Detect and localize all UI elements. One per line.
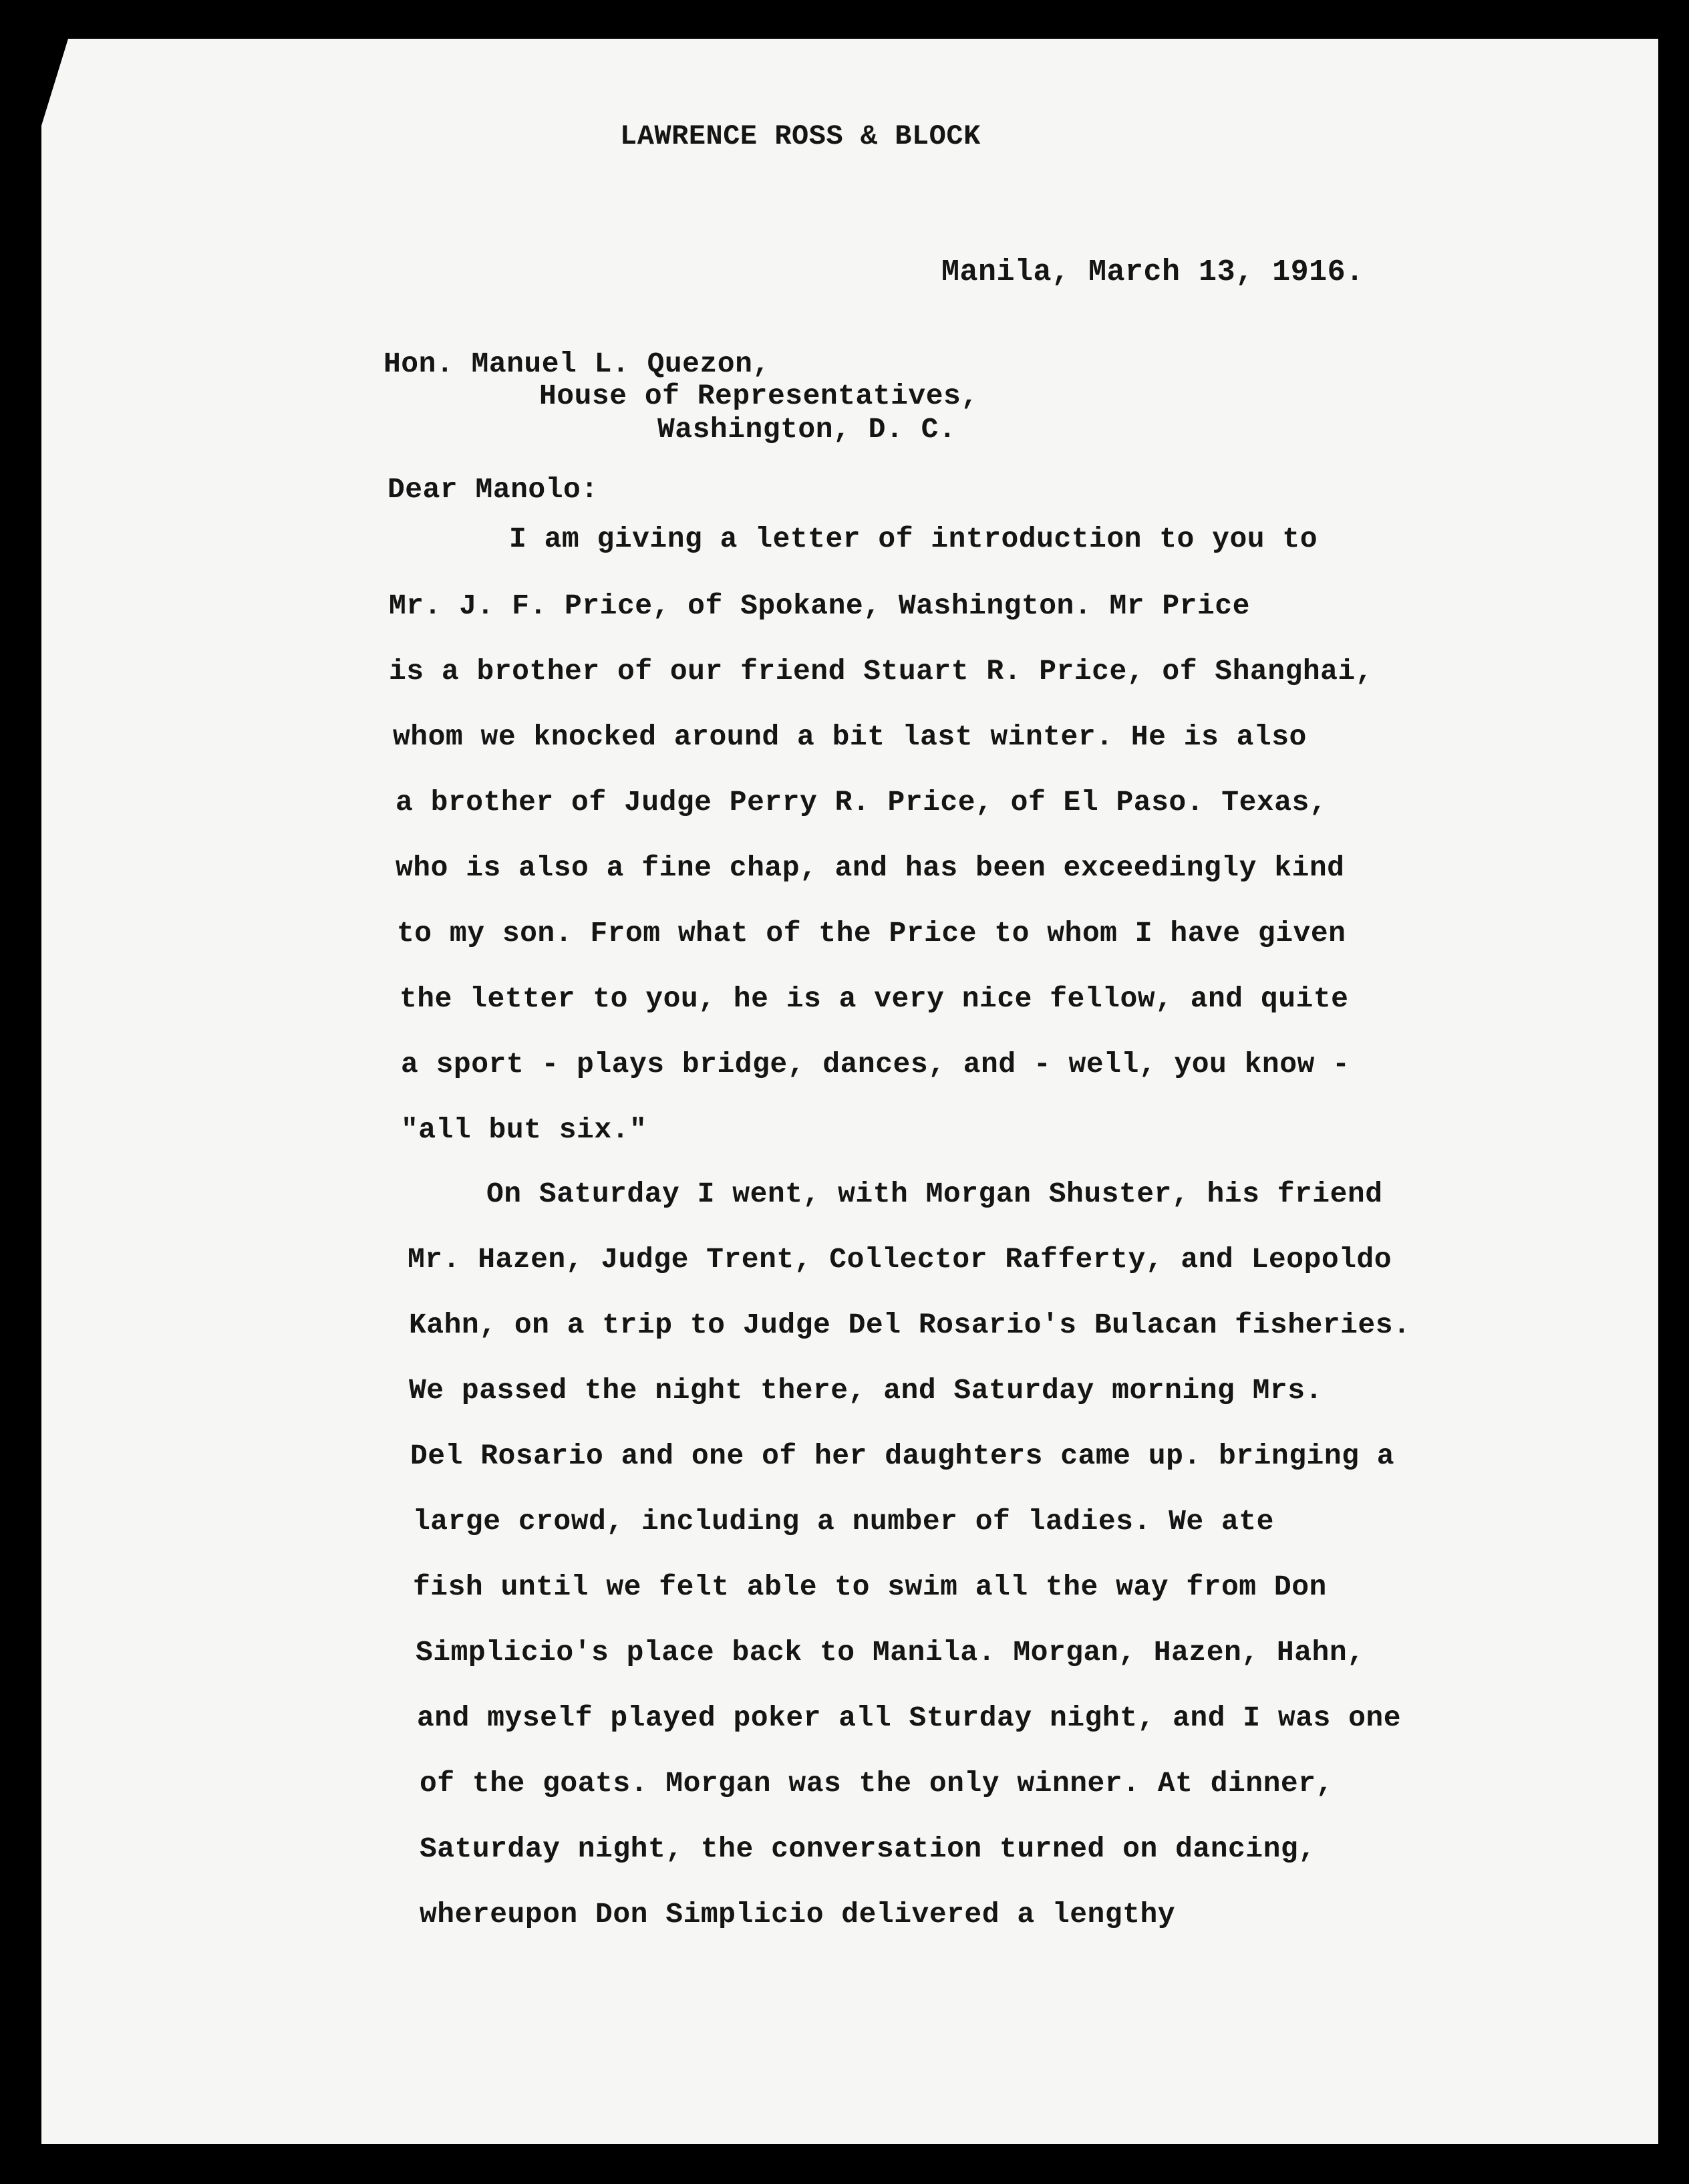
body-line: a brother of Judge Perry R. Price, of El Paso. Texas, <box>396 786 1328 819</box>
body-line: whom we knocked around a bit last winter. He is also <box>393 720 1307 753</box>
body-line: is a brother of our friend Stuart R. Price, of Shanghai, <box>389 655 1374 688</box>
body-line: a sport - plays bridge, dances, and - well, you know - <box>401 1048 1350 1081</box>
address-line: Washington, D. C. <box>657 413 957 446</box>
address-line: Hon. Manuel L. Quezon, <box>383 348 770 380</box>
body-line: "all but six." <box>401 1113 647 1146</box>
body-line: We passed the night there, and Saturday morning Mrs. <box>409 1374 1323 1407</box>
body-line: Mr. Hazen, Judge Trent, Collector Rafferty, and Leopoldo <box>408 1243 1392 1276</box>
body-line: to my son. From what of the Price to whom I have given <box>397 917 1346 950</box>
letterhead: LAWRENCE ROSS & BLOCK <box>620 120 981 152</box>
body-line: fish until we felt able to swim all the way from Don <box>413 1571 1327 1603</box>
body-line: Simplicio's place back to Manila. Morgan, Hazen, Hahn, <box>416 1636 1365 1669</box>
letter-page <box>41 39 1658 2144</box>
body-line: the letter to you, he is a very nice fellow, and quite <box>400 982 1349 1015</box>
address-line: House of Representatives, <box>539 380 979 412</box>
body-line: and myself played poker all Sturday night, and I was one <box>417 1701 1402 1734</box>
body-line: Del Rosario and one of her daughters came up. bringing a <box>410 1440 1395 1472</box>
salutation: Dear Manolo: <box>388 473 599 506</box>
body-line: Saturday night, the conversation turned on dancing, <box>420 1832 1316 1865</box>
body-line: whereupon Don Simplicio delivered a lengthy <box>420 1898 1176 1931</box>
body-line: Kahn, on a trip to Judge Del Rosario's Bulacan fisheries. <box>409 1309 1411 1341</box>
torn-corner <box>41 39 68 126</box>
body-line: large crowd, including a number of ladies. We ate <box>413 1505 1274 1538</box>
body-line: I am giving a letter of introduction to you to <box>509 523 1318 555</box>
body-line: On Saturday I went, with Morgan Shuster, his friend <box>486 1178 1383 1210</box>
body-line: of the goats. Morgan was the only winner. At dinner, <box>420 1767 1334 1800</box>
body-line: who is also a fine chap, and has been exceedingly kind <box>396 851 1345 884</box>
body-line: Mr. J. F. Price, of Spokane, Washington. Mr Price <box>389 589 1250 622</box>
dateline: Manila, March 13, 1916. <box>941 255 1364 289</box>
